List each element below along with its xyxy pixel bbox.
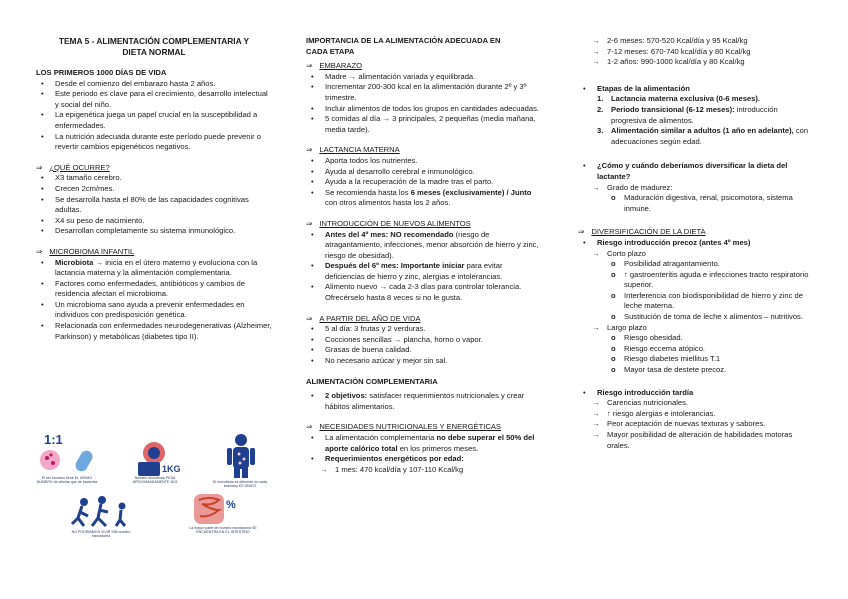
list-item: • ¿Cómo y cuándo deberíamos diversificar la dieta del lactante? (578, 161, 814, 182)
list-item: → Peor aceptación de nuevas texturas y sabores. (588, 419, 814, 430)
list-item: → 2-6 meses: 570-520 Kcal/día y 95 Kcal/kg (588, 36, 814, 47)
list-item: o Riesgo obesidad. (608, 333, 814, 344)
list-item: → 1-2 años: 990-1000 kcal/día y 80 Kcal/kg (588, 57, 814, 68)
list-madurez-detalle (608, 193, 814, 214)
heading-lactancia: ⇒ LACTANCIA MATERNA (306, 145, 400, 155)
double-arrow-icon: ⇒ (306, 61, 313, 71)
heading-microbioma: ⇒ MICROBIOMA INFANTIL (36, 246, 135, 256)
list-item: • Alimento nuevo → cada 2-3 días para controlar tolerancia. Ofrecérselo hasta 8 veces si no le gusta. (306, 282, 542, 303)
list-item: • Cocciones sencillas → plancha, horno o vapor. (306, 335, 542, 346)
caption-unique: El microbiota es diferente en cada individuo ES ÚNICO (212, 480, 268, 489)
heading-necesidades: ⇒ NECESIDADES NUTRICIONALES Y ENERGÉTICAS (306, 422, 501, 432)
list-requerimientos-1 (316, 465, 542, 476)
list-item: • 5 comidas al día → 3 principales, 2 pequeñas (media mañana, media tarde). (306, 114, 542, 135)
list-lactancia (306, 156, 542, 209)
list-item: • Antes del 4º mes: NO recomendado (riesgo de atragantamiento, infecciones, menor absorción de hierro y zinc, riesgo de obesidad). (306, 230, 542, 262)
etapa-3: 3. Alimentación similar a adultos (1 año en adelante), con adecuaciones según edad. (597, 126, 809, 146)
list-item: • Desde el comienzo del embarazo hasta 2 años. (36, 79, 272, 90)
heading-diversificacion: ⇒ DIVERSIFICACIÓN DE LA DIETA (578, 227, 706, 237)
list-item: • Riesgo introducción tardía (578, 388, 814, 399)
list-item: • Ayuda al desarrollo cerebral e inmunológico. (306, 167, 542, 178)
column-3 (578, 36, 814, 451)
heading-complementaria: ALIMENTACIÓN COMPLEMENTARIA (306, 376, 438, 386)
list-item: o Riesgo diabetes miellitus T.1 (608, 354, 814, 365)
list-item: → ↑ riesgo alergias e intolerancias. (588, 409, 814, 420)
list-complementaria (306, 391, 542, 412)
etapa-1: 1. Lactancia materna exclusiva (0-6 meses). (597, 94, 761, 104)
list-1000-days (36, 79, 272, 153)
caption-intestino: La mayor parte de nuestro microbioma SE ENCUENTRA EN EL INTESTINO (189, 526, 257, 535)
list-item: • Relacionada con enfermedades neurodegenerativas (Alzheimer, Parkinson) y metabólicas (diabetes tipo II). (36, 321, 272, 342)
list-item: • Se desarrolla hasta el 80% de las capacidades cognitivas adultas. (36, 195, 272, 216)
heading-embarazo: ⇒ EMBARAZO (306, 61, 362, 71)
list-item: → Carencias nutricionales. (588, 398, 814, 409)
caption-ratio: El ser humano tiene EL MISMO NÚMERO de células que de bacterias (36, 476, 98, 485)
list-microbioma (36, 258, 272, 343)
list-item: o ↑ gastroenteritis aguda e infecciones tracto respiratorio superior. (608, 270, 814, 291)
list-necesidades (306, 433, 542, 465)
list-item: • La alimentación complementaria no debe superar el 50% del aporte calórico total en los primeros meses. (306, 433, 542, 454)
list-item: o Sustitución de toma de leche x alimentos – nutritivos. (608, 312, 814, 323)
list-item: → Mayor posibilidad de alteración de habilidades motoras orales. (588, 430, 814, 451)
list-como (578, 161, 814, 182)
heading-importancia: IMPORTANCIA DE LA ALIMENTACIÓN ADECUADA EN CADA ETAPA (306, 36, 501, 56)
cells-bacteria-icon (40, 432, 95, 474)
list-anio (306, 324, 542, 366)
double-arrow-icon: ⇒ (306, 313, 313, 323)
heading-introduccion: ⇒ INTRODUCCIÓN DE NUEVOS ALIMENTOS (306, 218, 471, 228)
scale-icon (138, 442, 181, 476)
double-arrow-icon: ⇒ (306, 422, 313, 432)
double-arrow-icon: ⇒ (36, 246, 43, 256)
etapas-numbered (597, 94, 814, 147)
list-item: o Posibilidad atragantamiento. (608, 259, 814, 270)
list-item: • Crecen 2cm/mes. (36, 184, 272, 195)
list-corto-detalle (608, 259, 814, 323)
percent-text: % (226, 499, 236, 511)
list-item: • Después del 6º mes: Importante iniciar para evitar deficiencias de hierro y zinc, alergias e intolerancias. (306, 261, 542, 282)
list-item: • Incluir alimentos de todos los grupos en cantidades adecuadas. (306, 104, 542, 115)
list-item: o Riesgo eccema atópico. (608, 344, 814, 355)
caption-weight: Nuestro microbiota PESA APROXIMADAMENTE 1KG (132, 476, 178, 485)
list-item: o Mayor tasa de destete precoz. (608, 365, 814, 376)
etapa-2: 2. Periodo transicional (6-12 meses): introducción progresiva de alimentos. (597, 104, 778, 125)
list-item: • Aporta todos los nutrientes. (306, 156, 542, 167)
list-item: • Etapas de la alimentación (578, 84, 814, 95)
list-item: → Grado de madurez: (588, 183, 814, 194)
heading-1000-days: LOS PRIMEROS 1000 DÍAS DE VIDA (36, 68, 167, 77)
list-item: • La nutrición adecuada durante este período puede prevenir o revertir cambios epigenéticos negativos. (36, 132, 272, 153)
list-etapas (578, 84, 814, 95)
list-item: • X4 su peso de nacimiento. (36, 216, 272, 227)
list-item: → 1 mes: 470 kcal/día y 107-110 Kcal/kg (316, 465, 542, 476)
list-tardia-detalle (588, 398, 814, 451)
list-que-ocurre (36, 173, 272, 237)
list-item: • Ayuda a la recuperación de la madre tras el parto. (306, 177, 542, 188)
list-item: • Requerimientos energéticos por edad: (306, 454, 542, 465)
list-item: • Factores como enfermedades, antibióticos y cambios de residencia afectan el microbioma. (36, 279, 272, 300)
list-madurez (588, 183, 814, 194)
heading-que-ocurre: ⇒ ¿QUÉ OCURRE? (36, 162, 110, 172)
list-largo-detalle (608, 333, 814, 375)
list-item: • Grasas de buena calidad. (306, 345, 542, 356)
list-item: • 2 objetivos: satisfacer requerimientos nutricionales y crear hábitos alimentarios. (306, 391, 542, 412)
list-item: • X3 tamaño cerebro. (36, 173, 272, 184)
list-precoz (578, 238, 814, 249)
list-item: o Interferencia con biodisponibilidad de hierro y zinc de leche materna. (608, 291, 814, 312)
column-2 (306, 36, 542, 475)
people-running-icon (72, 496, 126, 526)
double-arrow-icon: ⇒ (306, 145, 313, 155)
column-1 (36, 36, 272, 342)
list-embarazo (306, 72, 542, 136)
double-arrow-icon: ⇒ (306, 218, 313, 228)
list-introduccion (306, 230, 542, 304)
list-item: • Un microbioma sano ayuda a prevenir enfermedades en individuos con predisposición genética. (36, 300, 272, 321)
human-body-icon (227, 434, 255, 478)
list-item: • No necesario azúcar y mejor sin sal. (306, 356, 542, 367)
list-corto (588, 249, 814, 260)
list-largo (588, 323, 814, 334)
list-item: → 7-12 meses: 670-740 kcal/día y 80 Kcal/kg (588, 47, 814, 58)
list-item: → Largo plazo (588, 323, 814, 334)
list-item: • La epigenética juega un papel crucial en la susceptibilidad a enfermedades. (36, 110, 272, 131)
list-item: • 5 al día: 3 frutas y 2 verduras. (306, 324, 542, 335)
doc-title: TEMA 5 - ALIMENTACIÓN COMPLEMENTARIA Y DIETA NORMAL (58, 36, 250, 57)
double-arrow-icon: ⇒ (578, 227, 585, 237)
intestine-icon (194, 494, 236, 524)
list-item: • Este periodo es clave para el crecimiento, desarrollo intelectual y social del niño. (36, 89, 272, 110)
list-item: • Se recomienda hasta los 6 meses (exclusivamente) / Junto con otros alimentos hasta los 2 años. (306, 188, 542, 209)
list-item: • Madre → alimentación variada y equilibrada. (306, 72, 542, 83)
list-item: • Desarrollan completamente su sistema inmunológico. (36, 226, 272, 237)
heading-anio: ⇒ A PARTIR DEL AÑO DE VIDA (306, 313, 421, 323)
microbiome-infographic (36, 430, 272, 550)
list-tardia (578, 388, 814, 399)
ratio-text: 1:1 (44, 432, 63, 447)
list-item: • Microbiota → inicia en el útero materno y evoluciona con la lactancia materna y la alimentación complementaria. (36, 258, 272, 279)
list-item: • Incrementar 200-300 kcal en la alimentación durante 2º y 3º trimestre. (306, 82, 542, 103)
list-item: • Riesgo introducción precoz (antes 4º mes) (578, 238, 814, 249)
double-arrow-icon: ⇒ (36, 162, 43, 172)
list-item: → Corto plazo (588, 249, 814, 260)
kg-text: 1KG (162, 464, 181, 474)
list-requerimientos-2 (588, 36, 814, 68)
caption-no-vivir: NO PODRÍAMOS VIVIR SIN nuestro microbioma (71, 530, 131, 539)
list-item: o Maduración digestiva, renal, psicomotora, sistema inmune. (608, 193, 814, 214)
